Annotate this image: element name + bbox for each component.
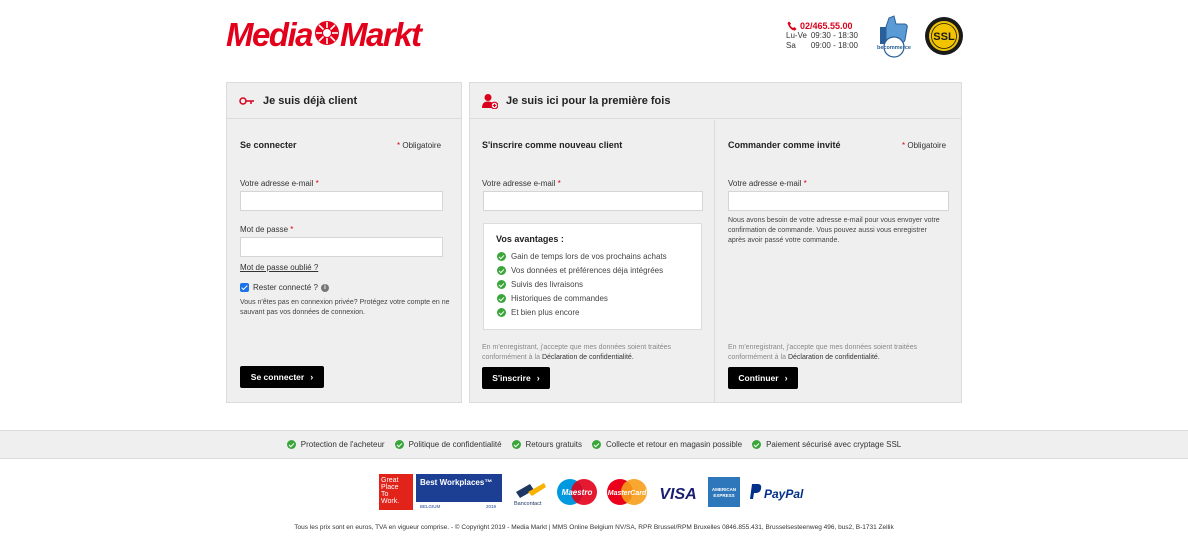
required-note: * Obligatoire bbox=[902, 141, 947, 150]
chevron-right-icon: › bbox=[310, 372, 314, 382]
check-icon bbox=[497, 308, 506, 317]
check-icon bbox=[395, 440, 404, 449]
trust-item: Retours gratuits bbox=[512, 440, 582, 449]
login-panel bbox=[226, 82, 462, 403]
phone-icon bbox=[787, 21, 797, 31]
login-panel-title: Je suis déjà client bbox=[263, 94, 358, 107]
advantage-item: Historiques de commandes bbox=[497, 294, 608, 303]
info-icon[interactable]: i bbox=[321, 284, 329, 292]
svg-text:EXPRESS: EXPRESS bbox=[713, 493, 735, 498]
privacy-declaration-link[interactable]: Déclaration de confidentialité. bbox=[541, 354, 634, 361]
continue-button[interactable]: Continuer › bbox=[728, 367, 798, 389]
svg-text:Best Workplaces™: Best Workplaces™ bbox=[420, 478, 493, 487]
becommerce-badge[interactable] bbox=[872, 14, 916, 58]
svg-text:VISA: VISA bbox=[659, 486, 697, 503]
trust-bar bbox=[0, 430, 1188, 459]
paypal-logo bbox=[749, 474, 811, 510]
check-icon bbox=[287, 440, 296, 449]
trust-item: Politique de confidentialité bbox=[395, 440, 502, 449]
svg-text:Great: Great bbox=[381, 477, 399, 484]
register-column bbox=[470, 120, 715, 402]
svg-text:becommerce: becommerce bbox=[877, 45, 911, 51]
login-panel-header bbox=[227, 83, 461, 119]
trust-item: Paiement sécurisé avec cryptage SSL bbox=[752, 440, 901, 449]
svg-text:To: To bbox=[381, 491, 389, 498]
remember-me-checkbox[interactable]: Rester connecté ? i bbox=[240, 283, 329, 292]
svg-text:Work.: Work. bbox=[381, 498, 400, 505]
login-password-label: Mot de passe * bbox=[240, 225, 294, 234]
svg-text:Markt: Markt bbox=[340, 17, 421, 51]
trust-item: Protection de l'acheteur bbox=[287, 440, 385, 449]
check-icon bbox=[497, 294, 506, 303]
login-password-input[interactable] bbox=[240, 237, 443, 257]
phone-number[interactable]: 02/465.55.00 bbox=[786, 21, 858, 31]
register-email-input[interactable] bbox=[483, 191, 703, 211]
login-section-title: Se connecter bbox=[240, 140, 297, 150]
advantages-title: Vos avantages : bbox=[496, 234, 564, 244]
svg-text:SSL: SSL bbox=[933, 31, 955, 43]
advantage-item: Et bien plus encore bbox=[497, 308, 580, 317]
new-client-panel bbox=[469, 82, 962, 403]
check-icon bbox=[752, 440, 761, 449]
guest-email-label: Votre adresse e-mail * bbox=[728, 179, 807, 188]
best-workplaces-logo bbox=[416, 474, 502, 510]
svg-text:Bancontact: Bancontact bbox=[514, 501, 542, 507]
visa-logo bbox=[657, 474, 699, 510]
great-place-to-work-logo bbox=[379, 474, 413, 510]
register-consent-text: En m'enregistrant, j'accepte que mes données soient traitées conformément à la Déclaration de confidentialité. bbox=[482, 344, 672, 361]
remember-me-note: Vous n'êtes pas en connexion privée? Protégez votre compte en ne sauvant pas vos données de connexion. bbox=[240, 299, 450, 316]
forgot-password-link[interactable]: Mot de passe oublié ? bbox=[240, 263, 319, 272]
guest-email-input[interactable] bbox=[728, 191, 949, 211]
chevron-right-icon: › bbox=[536, 373, 540, 383]
hours-row: Sa 09:00 - 18:00 bbox=[786, 41, 858, 50]
svg-text:PayPal: PayPal bbox=[764, 487, 804, 501]
hours-row: Lu-Ve 09:30 - 18:30 bbox=[786, 31, 858, 40]
contact-info bbox=[786, 21, 858, 51]
chevron-right-icon: › bbox=[784, 373, 788, 383]
footer-legal-text: Tous les prix sont en euros, TVA en vigueur comprise. - © Copyright 2019 - Media Markt | MMS Online Belgium NV/SA, RPR Brussel/RPM Bruxelles 0846.855.431, Brusselsesteenweg 496, bus2, B-1731 Zellik bbox=[294, 524, 894, 531]
new-client-panel-title: Je suis ici pour la première fois bbox=[506, 94, 671, 107]
svg-text:AMERICAN: AMERICAN bbox=[711, 487, 737, 492]
check-icon bbox=[497, 266, 506, 275]
guest-section-title: Commander comme invité bbox=[728, 140, 841, 150]
register-button[interactable]: S'inscrire › bbox=[482, 367, 550, 389]
login-button[interactable]: Se connecter › bbox=[240, 366, 324, 388]
new-client-panel-header bbox=[470, 83, 961, 119]
advantage-item: Vos données et préférences déja intégrées bbox=[497, 266, 663, 275]
guest-consent-text: En m'enregistrant, j'accepte que mes données soient traitées conformément à la Déclaration de confidentialité. bbox=[728, 344, 918, 361]
advantage-item: Suivis des livraisons bbox=[497, 280, 583, 289]
login-key-icon bbox=[239, 94, 255, 108]
guest-email-note: Nous avons besoin de votre adresse e-mail pour vous envoyer votre confirmation de commande. Vous pouvez aussi vous enregistrer après avoir passé votre commande. bbox=[728, 217, 940, 244]
maestro-logo bbox=[557, 474, 597, 510]
ssl-badge[interactable] bbox=[924, 16, 964, 56]
advantage-item: Gain de temps lors de vos prochains achats bbox=[497, 252, 667, 261]
svg-text:2019: 2019 bbox=[486, 504, 497, 509]
svg-text:MasterCard: MasterCard bbox=[607, 490, 647, 497]
svg-text:Maestro: Maestro bbox=[561, 488, 593, 497]
register-section-title: S'inscrire comme nouveau client bbox=[482, 140, 623, 150]
login-email-input[interactable] bbox=[240, 191, 443, 211]
guest-column bbox=[716, 120, 961, 402]
american-express-logo bbox=[708, 474, 740, 510]
svg-text:BELGIUM: BELGIUM bbox=[420, 504, 441, 509]
checkbox-checked-icon[interactable] bbox=[240, 283, 249, 292]
required-note: * Obligatoire bbox=[397, 141, 442, 150]
mastercard-logo bbox=[605, 474, 649, 510]
check-icon bbox=[592, 440, 601, 449]
svg-text:Media: Media bbox=[226, 17, 313, 51]
check-icon bbox=[512, 440, 521, 449]
privacy-declaration-link[interactable]: Déclaration de confidentialité. bbox=[787, 354, 880, 361]
check-icon bbox=[497, 252, 506, 261]
mediamarkt-logo[interactable] bbox=[226, 17, 440, 51]
bancontact-logo bbox=[512, 474, 550, 510]
advantages-box bbox=[483, 223, 702, 330]
add-user-icon bbox=[482, 93, 498, 109]
login-email-label: Votre adresse e-mail * bbox=[240, 179, 319, 188]
trust-item: Collecte et retour en magasin possible bbox=[592, 440, 742, 449]
svg-text:Place: Place bbox=[381, 484, 399, 491]
check-icon bbox=[497, 280, 506, 289]
register-email-label: Votre adresse e-mail * bbox=[482, 179, 561, 188]
